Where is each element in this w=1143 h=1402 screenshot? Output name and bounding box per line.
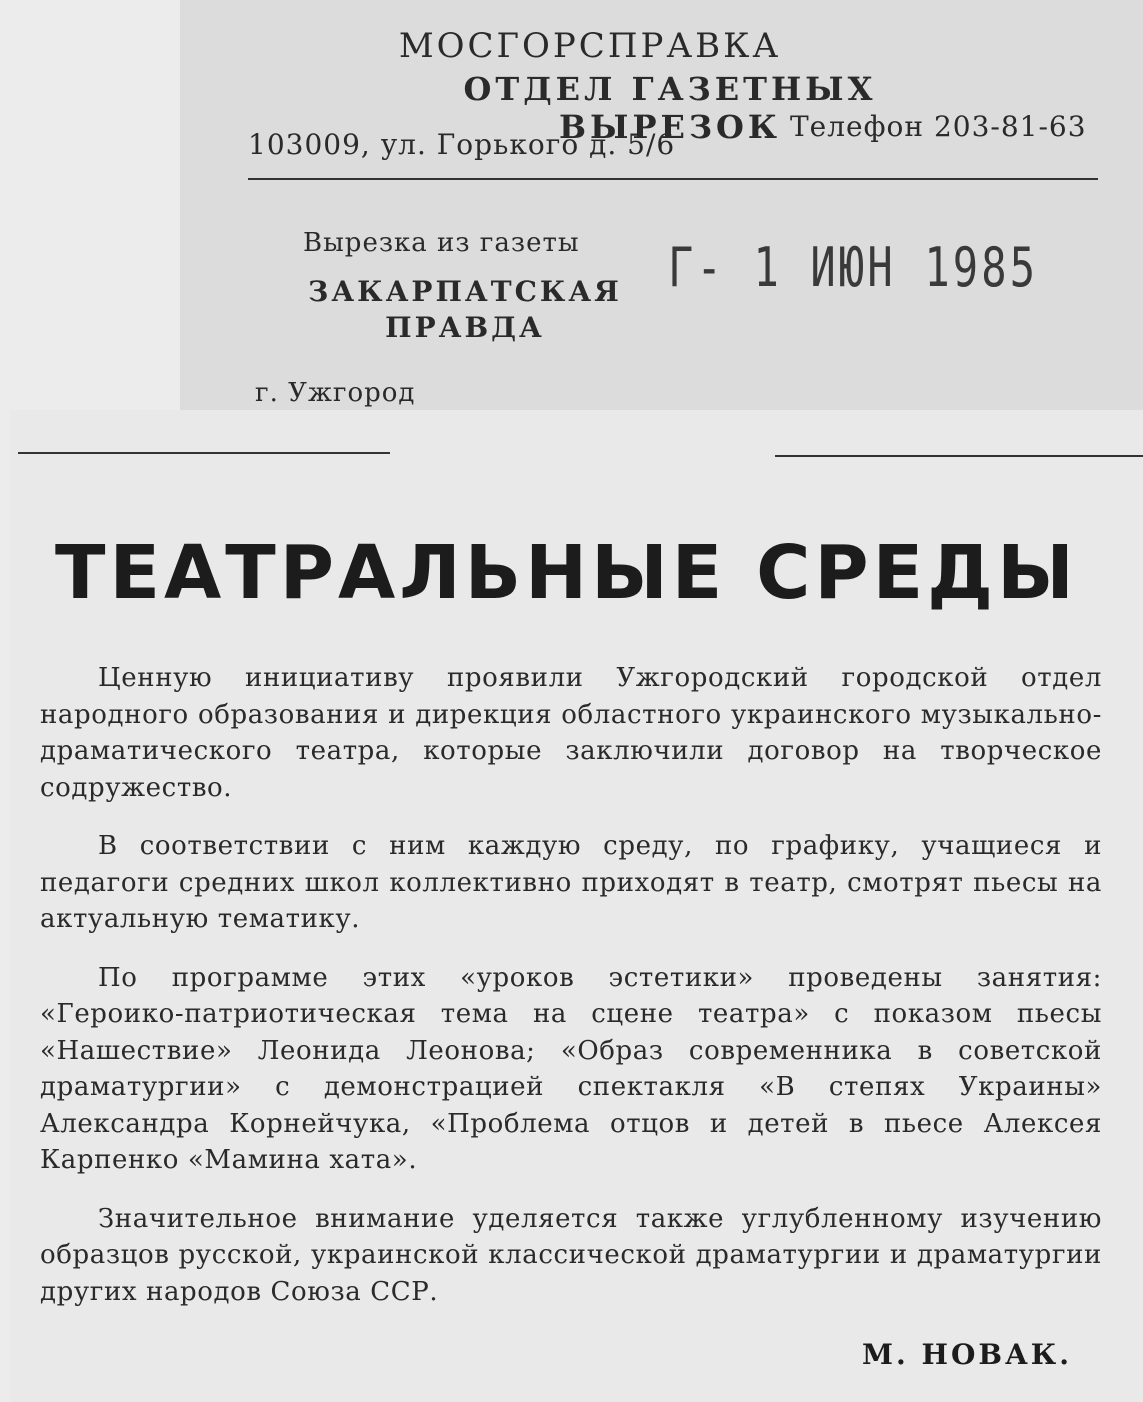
article-paragraph: Значительное внимание уделяется также углубленному изучению образцов русской, украинской классической драматургии и драматургии других народов Союза ССР. bbox=[40, 1203, 1102, 1307]
article-paragraph: В соответствии с ним каждую среду, по графику, учащиеся и педагоги средних школ коллективно приходят в театр, смотрят пьесы на актуальную тематику. bbox=[40, 831, 1102, 934]
newspaper-name-line-1: ЗАКАРПАТСКАЯ bbox=[308, 275, 622, 308]
newspaper-city: г. Ужгород bbox=[255, 378, 416, 408]
agency-phone: Телефон 203-81-63 bbox=[790, 110, 1087, 143]
agency-name: МОСГОРСПРАВКА bbox=[398, 26, 782, 66]
department-name: ОТДЕЛ ГАЗЕТНЫХ ВЫРЕЗОК bbox=[463, 70, 877, 146]
article-author: М. НОВАК. bbox=[862, 1338, 1073, 1371]
clipping-label: Вырезка из газеты bbox=[303, 228, 580, 258]
column-rule-right bbox=[775, 455, 1143, 457]
column-rule-left bbox=[18, 452, 390, 454]
article-paragraph: По программе этих «уроков эстетики» проведены занятия: «Героико-патриотическая тема на сцене театра» с показом пьесы «Нашествие» Леонида Леонова; «Образ современника в советской драматургии» с демонстрацией спектакля «В степях Украины» Александра Корнейчука, «Проблема отцов и детей в пьесе Алексея Карпенко «Мамина хата». bbox=[40, 962, 1102, 1175]
date-stamp-mark: Г- bbox=[668, 236, 754, 299]
article-headline: ТЕАТРАЛЬНЫЕ СРЕДЫ bbox=[55, 530, 1078, 616]
article-body bbox=[40, 660, 1102, 1332]
date-stamp bbox=[668, 236, 1038, 299]
newspaper-name-line-2: ПРАВДА bbox=[385, 311, 545, 344]
agency-address: 103009, ул. Горького д. 5/6 bbox=[248, 128, 676, 161]
date-stamp-value: 1 ИЮН 1985 bbox=[753, 236, 1039, 299]
stamp-divider bbox=[248, 178, 1098, 180]
article-paragraph: Ценную инициативу проявили Ужгородский городской отдел народного образования и дирекция областного украинского музыкально-драматического театра, которые заключили договор на творческое содружество. bbox=[40, 663, 1102, 803]
